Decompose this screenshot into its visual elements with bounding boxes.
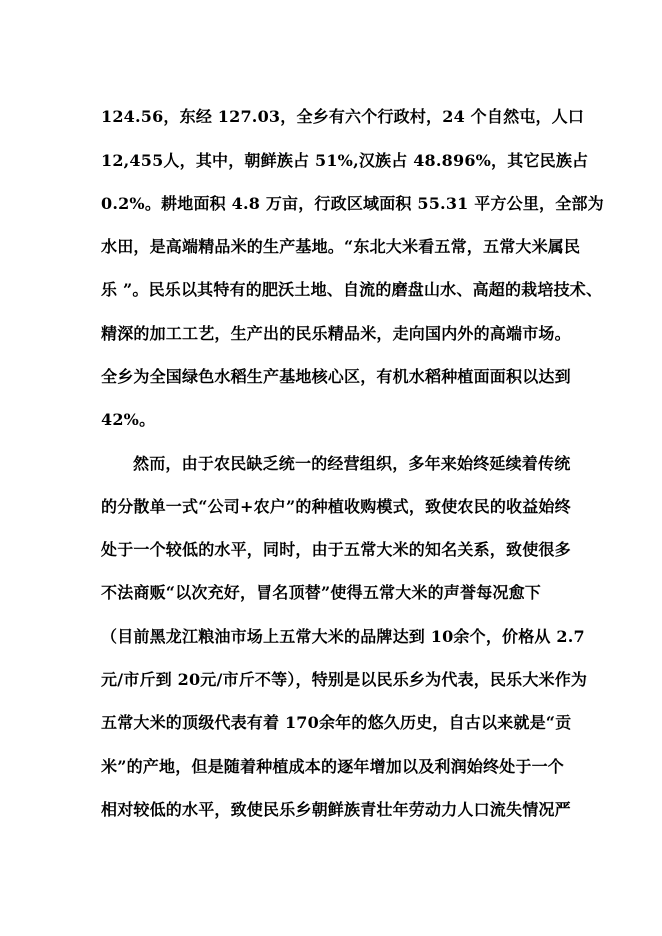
text-line: 全乡为全国绿色水稻生产基地核心区，有机水稻种植面面积以达到	[101, 367, 571, 386]
text-line: 124.56，东经 127.03，全乡有六个行政村，24 个自然屯，人口	[101, 107, 585, 126]
text-line: 12,455人，其中，朝鲜族占 51%,汉族占 48.896%，其它民族占	[101, 151, 589, 170]
text-line: （目前黑龙江粮油市场上五常大米的品牌达到 10余个，价格从 2.7	[101, 627, 585, 646]
text-line: 相对较低的水平，致使民乐乡朝鲜族青壮年劳动力人口流失情况严	[101, 800, 571, 819]
text-line: 元/市斤到 20元/市斤不等），特别是以民乐乡为代表，民乐大米作为	[101, 670, 588, 689]
text-line: 精深的加工工艺，生产出的民乐精品米，走向国内外的高端市场。	[101, 324, 571, 343]
text-line: 乐 ”。民乐以其特有的肥沃土地、自流的磨盘山水、高超的栽培技术、	[101, 280, 603, 299]
text-line: 42%。	[101, 410, 156, 429]
paragraph-first-line: 然而，由于农民缺乏统一的经营组织，多年来始终延续着传统	[133, 454, 571, 473]
text-line: 不法商贩“以次充好，冒名顶替”使得五常大米的声誉每况愈下	[101, 583, 542, 602]
text-line: 米”的产地，但是随着种植成本的逐年增加以及利润始终处于一个	[101, 757, 565, 776]
text-line: 处于一个较低的水平，同时，由于五常大米的知名关系，致使很多	[101, 540, 571, 559]
text-line: 0.2%。耕地面积 4.8 万亩，行政区域面积 55.31 平方公里，全部为	[101, 194, 604, 213]
text-line: 的分散单一式“公司+农户”的种植收购模式，致使农民的收益始终	[101, 497, 571, 516]
text-line: 水田，是高端精品米的生产基地。“东北大米看五常，五常大米属民	[101, 237, 581, 256]
text-line: 五常大米的顶级代表有着 170余年的悠久历史，自古以来就是“贡	[101, 713, 572, 732]
